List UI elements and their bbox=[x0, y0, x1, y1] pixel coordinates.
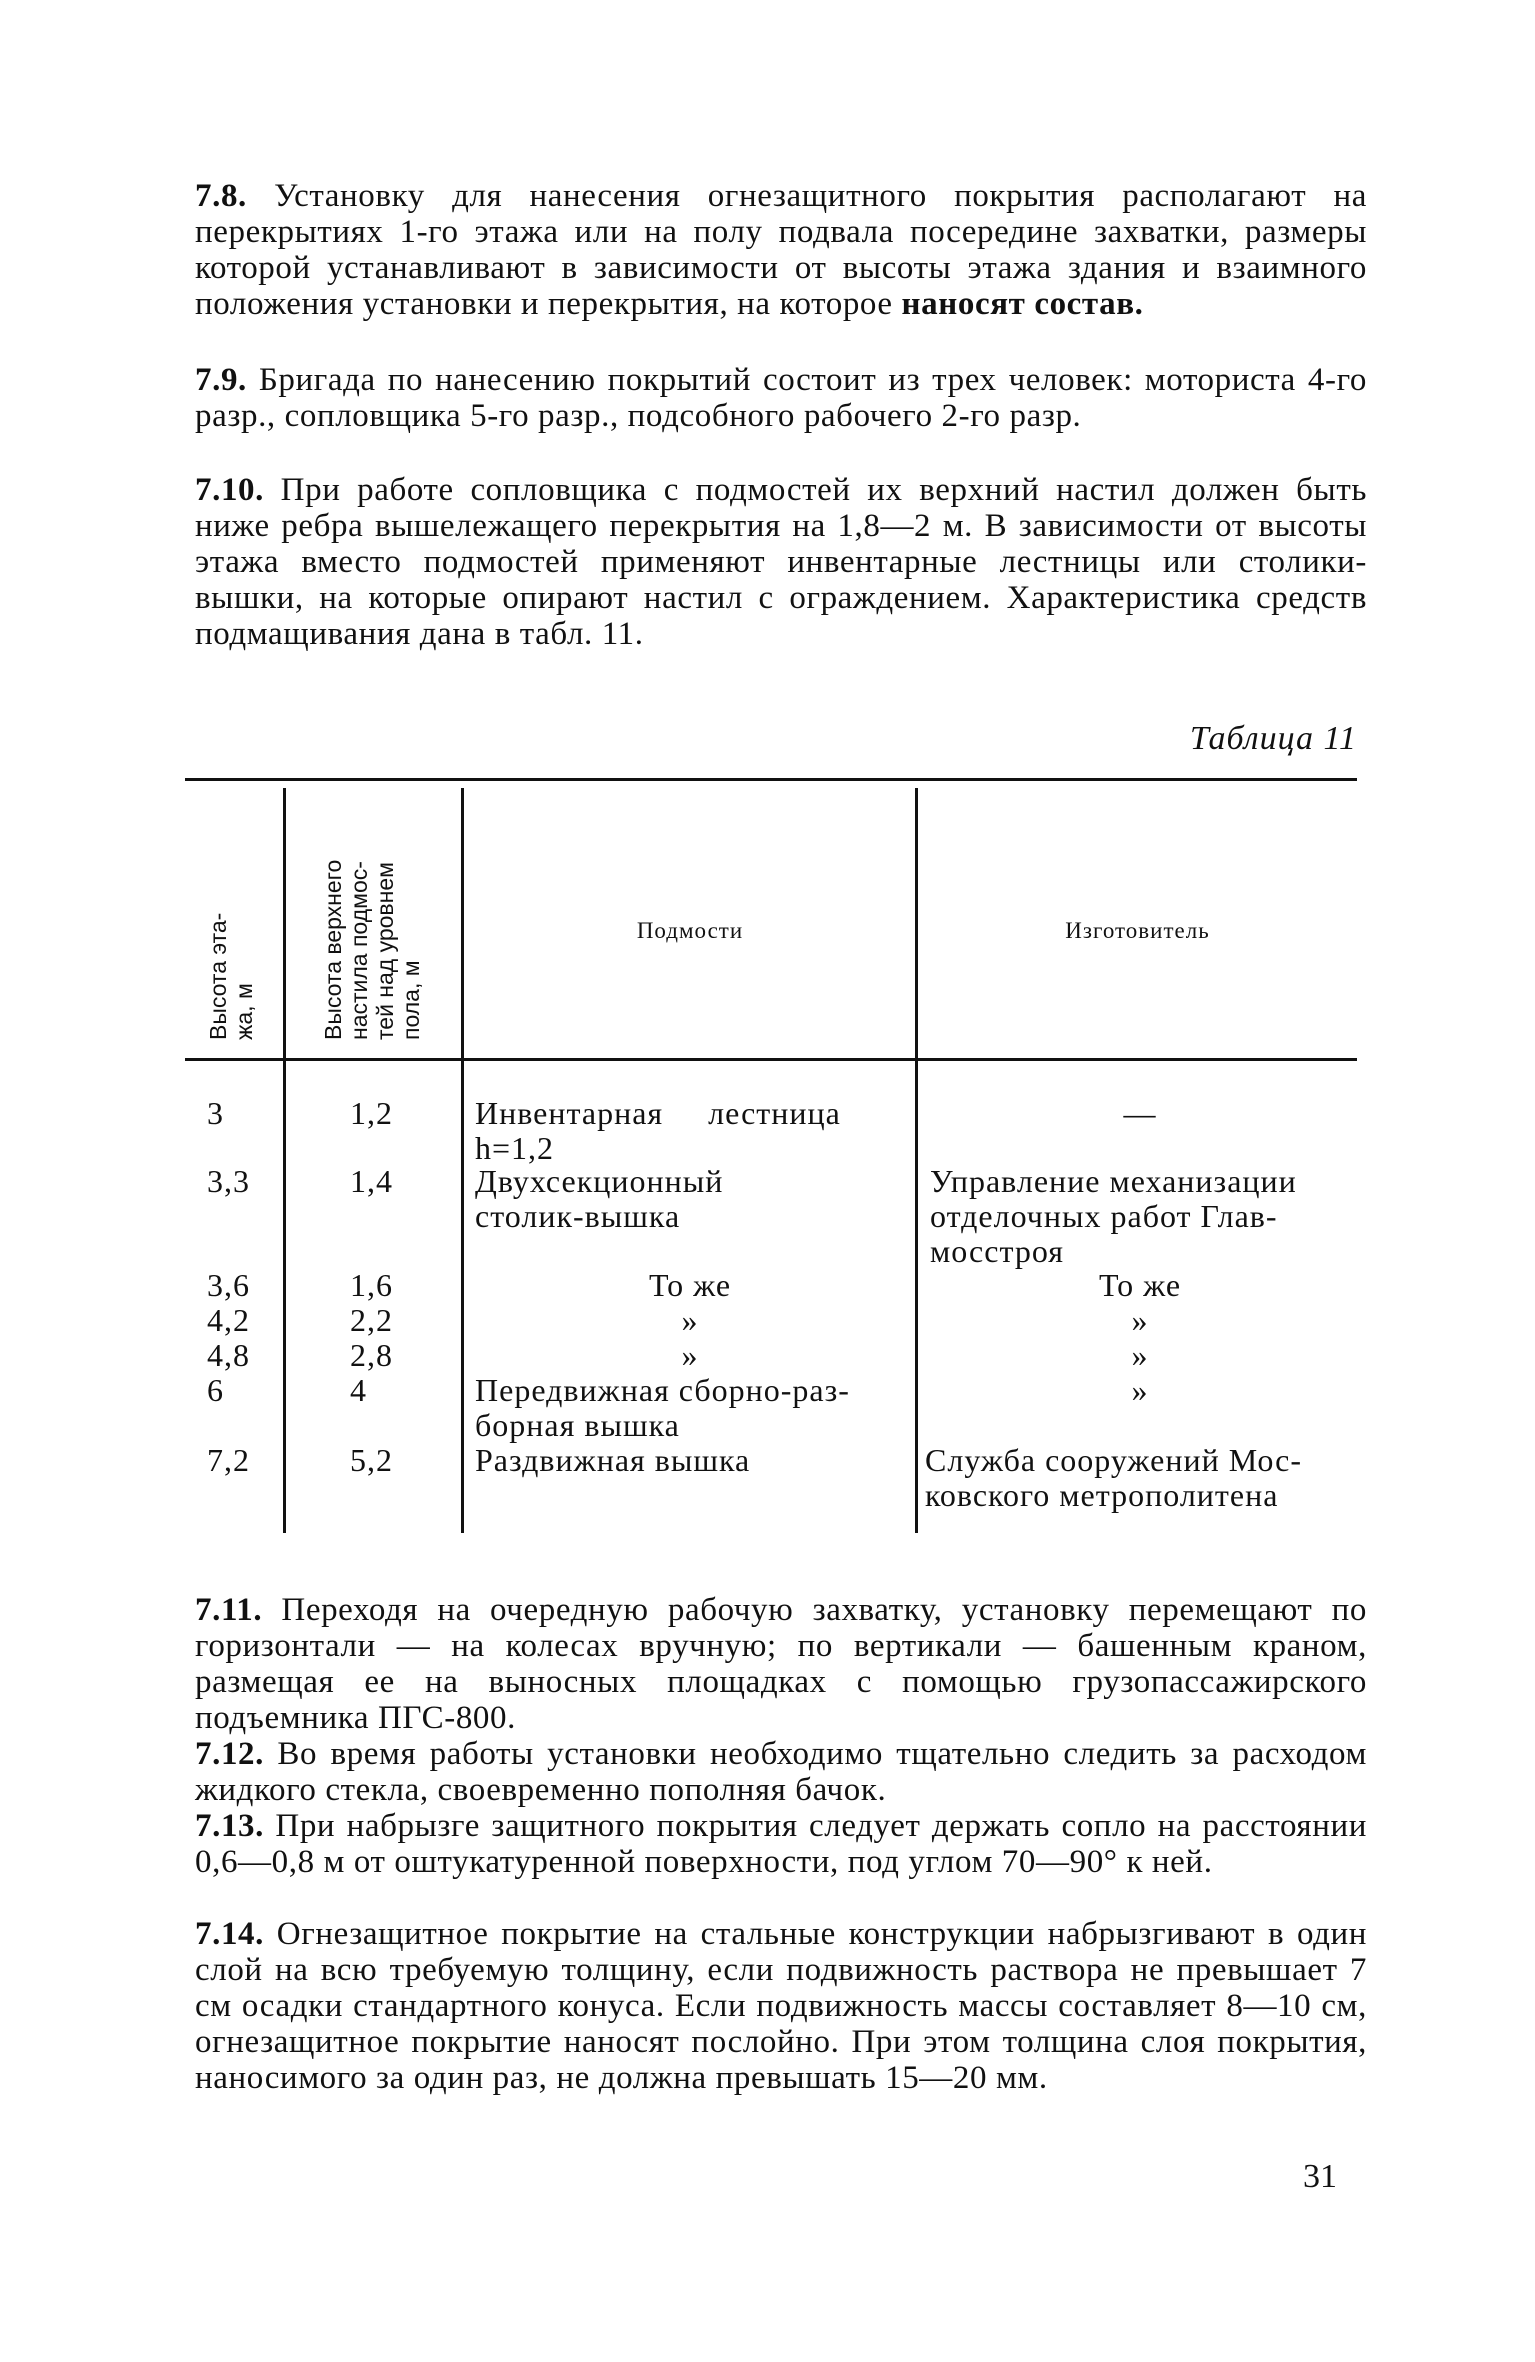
cell-scaffolding: » bbox=[681, 1337, 699, 1373]
cell-manufacturer: » bbox=[1131, 1372, 1149, 1408]
paragraph-number: 7.13. bbox=[195, 1808, 264, 1844]
table-column-divider bbox=[283, 788, 286, 1533]
paragraph-7-10 bbox=[195, 472, 1367, 652]
cell-deck-height: 5,2 bbox=[350, 1442, 393, 1478]
cell-manufacturer: » bbox=[1131, 1337, 1149, 1373]
cell-scaffolding: Инвентарная лестница h=1,2 bbox=[475, 1095, 841, 1166]
paragraph-text: Огнезащитное покрытие на стальные конструкции набрызгивают в один слой на всю требуемую толщину, если подвижность раствора не превышает 7 см осадки стандартного конуса. Если подвижность массы составляет 8—10 см, огнезащитное покрытие наносят послойно. При этом толщина слоя покрытия, наносимого за один раз, не должна превышать 15—20 мм. bbox=[195, 1916, 1367, 2096]
paragraph-7-14 bbox=[195, 1916, 1367, 2096]
paragraph-7-12 bbox=[195, 1736, 1367, 1808]
header-scaffolding: Подмости bbox=[636, 918, 744, 943]
cell-floor-height: 4,8 bbox=[207, 1337, 250, 1373]
paragraph-7-13 bbox=[195, 1808, 1367, 1880]
header-deck-height: Высота верхнего настила подмос- тей над уровнем пола, м bbox=[320, 859, 424, 1040]
paragraph-number: 7.10. bbox=[195, 472, 264, 508]
cell-floor-height: 3,6 bbox=[207, 1267, 250, 1303]
cell-scaffolding: » bbox=[681, 1302, 699, 1338]
page-number: 31 bbox=[1303, 2158, 1337, 2195]
cell-manufacturer: То же bbox=[1098, 1267, 1182, 1303]
paragraph-7-11 bbox=[195, 1592, 1367, 1736]
paragraph-text: При работе сопловщика с подмостей их верхний настил должен быть ниже ребра вышележащего перекрытия на 1,8—2 м. В зависимости от высоты этажа вместо подмостей применяют инвентарные лестницы или столики-вышки, на которые опирают настил с ограждением. Характеристика средств подмащивания дана в табл. 11. bbox=[195, 472, 1367, 652]
paragraph-number: 7.8. bbox=[195, 178, 247, 214]
cell-scaffolding: Передвижная сборно-раз- борная вышка bbox=[475, 1372, 850, 1443]
header-floor-height: Высота эта- жа, м bbox=[205, 912, 257, 1040]
paragraph-7-9 bbox=[195, 362, 1367, 434]
cell-manufacturer: » bbox=[1131, 1302, 1149, 1338]
cell-deck-height: 4 bbox=[350, 1372, 367, 1408]
cell-deck-height: 2,2 bbox=[350, 1302, 393, 1338]
paragraph-number: 7.12. bbox=[195, 1736, 264, 1772]
table-column-divider bbox=[461, 788, 464, 1533]
cell-floor-height: 3 bbox=[207, 1095, 224, 1131]
cell-scaffolding: Раздвижная вышка bbox=[475, 1442, 751, 1478]
cell-floor-height: 6 bbox=[207, 1372, 224, 1408]
cell-manufacturer: — bbox=[1123, 1095, 1157, 1131]
paragraph-bold-text: наносят состав. bbox=[901, 286, 1144, 322]
cell-scaffolding: Двухсекционный столик-вышка bbox=[475, 1163, 724, 1234]
table-caption: Таблица 11 bbox=[1189, 720, 1357, 757]
paragraph-text: Бригада по нанесению покрытий состоит из трех человек: моториста 4-го разр., сопловщика 5-го разр., подсобного рабочего 2-го разр. bbox=[195, 362, 1367, 434]
cell-floor-height: 4,2 bbox=[207, 1302, 250, 1338]
cell-scaffolding: То же bbox=[648, 1267, 732, 1303]
cell-deck-height: 1,6 bbox=[350, 1267, 393, 1303]
paragraph-text: Во время работы установки необходимо тщательно следить за расходом жидкого стекла, своевременно пополняя бачок. bbox=[195, 1736, 1367, 1808]
cell-floor-height: 7,2 bbox=[207, 1442, 250, 1478]
paragraph-text: Переходя на очередную рабочую захватку, установку перемещают по горизонтали — на колесах вручную; по вертикали — башенным краном, размещая ее на выносных площадках с помощью грузопассажирского подъемника ПГС-800. bbox=[195, 1592, 1367, 1736]
paragraph-number: 7.9. bbox=[195, 362, 247, 398]
cell-deck-height: 1,2 bbox=[350, 1095, 393, 1131]
table-top-rule bbox=[185, 778, 1357, 781]
cell-floor-height: 3,3 bbox=[207, 1163, 250, 1199]
cell-manufacturer: Служба сооружений Мос- ковского метрополитена bbox=[925, 1442, 1302, 1513]
cell-deck-height: 2,8 bbox=[350, 1337, 393, 1373]
scaffolding-table bbox=[185, 778, 1357, 1538]
paragraph-7-8 bbox=[195, 178, 1367, 322]
paragraph-number: 7.11. bbox=[195, 1592, 263, 1628]
table-header-rule bbox=[185, 1058, 1357, 1061]
cell-deck-height: 1,4 bbox=[350, 1163, 393, 1199]
cell-manufacturer: Управление механизации отделочных работ Глав- мосстроя bbox=[930, 1163, 1297, 1269]
paragraph-text: Установку для нанесения огнезащитного покрытия располагают на перекрытиях 1-го этажа или на полу подвала посередине захватки, размеры которой устанавливают в зависимости от высоты этажа здания и взаимного положения установки и перекрытия, на которое bbox=[195, 178, 1367, 322]
table-column-divider bbox=[915, 788, 918, 1533]
paragraph-text: При набрызге защитного покрытия следует держать сопло на расстоянии 0,6—0,8 м от оштукатуренной поверхности, под углом 70—90° к ней. bbox=[195, 1808, 1367, 1880]
paragraph-number: 7.14. bbox=[195, 1916, 264, 1952]
header-manufacturer: Изготовитель bbox=[1065, 918, 1210, 943]
